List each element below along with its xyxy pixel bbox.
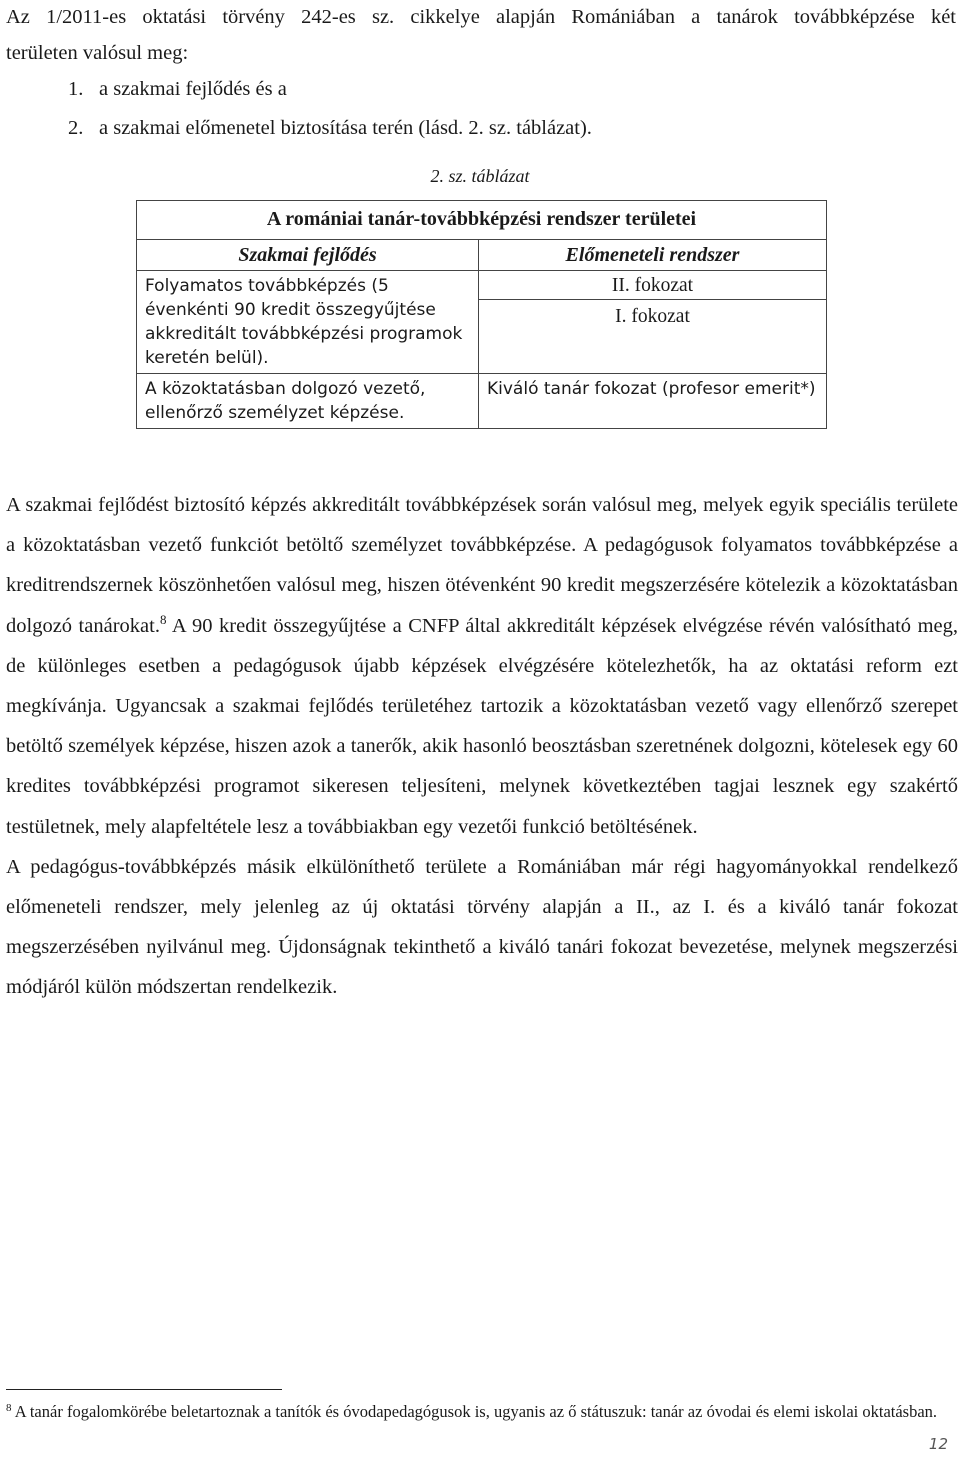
- list-number: 1.: [68, 78, 84, 100]
- footnote-text: A tanár fogalomkörébe beletartoznak a tanítók és óvodapedagógusok is, ugyanis az ő státuszuk: tanár az óvodai és elemi iskolai oktatásban.: [11, 1402, 938, 1421]
- degree-level-2: II. fokozat: [479, 271, 826, 300]
- list-text: a szakmai fejlődés és a: [99, 78, 287, 100]
- paragraph-1: [6, 485, 958, 847]
- list-text: a szakmai előmenetel biztosítása terén (lásd. 2. sz. táblázat).: [99, 117, 592, 139]
- intro-line-2: területen valósul meg:: [6, 42, 189, 64]
- table-cell-degrees: [479, 271, 827, 374]
- column-header-career-advancement: Előmeneteli rendszer: [479, 240, 827, 271]
- list-item: [68, 117, 592, 140]
- body-text: [6, 485, 958, 1008]
- table-teacher-training-areas: [136, 200, 827, 429]
- table-title: A romániai tanár-továbbképzési rendszer területei: [137, 201, 827, 240]
- table-cell-continuous-training: Folyamatos továbbképzés (5 évenkénti 90 kredit összegyűjtése akkreditált továbbképzési programok keretén belül).: [137, 271, 479, 374]
- intro-line-1: Az 1/2011-es oktatási törvény 242-es sz. cikkelye alapján Romániában a tanárok továbbképzése két: [6, 6, 956, 28]
- footnote-mark: 8: [6, 1402, 12, 1414]
- list-item: [68, 78, 287, 101]
- page-number: 12: [928, 1435, 948, 1453]
- paragraph-2: A pedagógus-továbbképzés másik elkülöníthető területe a Romániában már régi hagyományokkal rendelkező előmeneteli rendszer, mely jelenleg az új oktatási törvény alapján a II., az I. és a kiváló tanár fokozat megszerzésében nyilvánul meg. Újdonságnak tekinthető a kiváló tanári fokozat bevezetése, melynek megszerzési módjáról külön módszertan rendelkezik.: [6, 855, 958, 999]
- footnote-reference[interactable]: 8: [159, 611, 167, 627]
- paragraph-1-part-b: A 90 kredit összegyűjtése a CNFP által akkreditált képzések elvégzése révén valósítható meg, de különleges esetben a pedagógusok újabb képzések elvégzésére kötelezhetők, ha az oktatási reform ezt megkívánja. Ugyancsak a szakmai fejlődés területéhez tartozik a közoktatásban vezető vagy ellenőrző szerepet betöltő személyek képzése, hiszen azok a tanerők, akik hasonló beosztásban szeretnének dolgozni, kötelesek egy 60 kredites továbbképzési programot sikeresen teljesíteni, melynek következtében tagjai lesznek egy szakértő testületnek, mely alapfeltétele lesz a továbbiakban egy vezetői funkció betöltésének.: [6, 614, 958, 838]
- column-header-professional-development: Szakmai fejlődés: [137, 240, 479, 271]
- footnote-divider: [6, 1389, 282, 1390]
- table-cell-leadership-training: A közoktatásban dolgozó vezető, ellenőrző személyzet képzése.: [137, 374, 479, 429]
- table-caption: 2. sz. táblázat: [430, 166, 530, 186]
- footnote: [6, 1400, 956, 1424]
- table-cell-excellent-teacher: Kiváló tanár fokozat (profesor emerit*): [479, 374, 827, 429]
- paragraph-1-part-a: A szakmai fejlődést biztosító képzés akkreditált továbbképzések során valósul meg, melyek egyik speciális területe a közoktatásban vezető funkciót betöltő személyzet továbbképzése. A pedagógusok folyamatos továbbképzése a kreditrendszernek köszönhetően valósul meg, hiszen ötévenként 90 kredit megszerzésére kötelezik a közoktatásban dolgozó tanárokat.: [6, 494, 958, 637]
- list-number: 2.: [68, 117, 84, 139]
- degree-level-1: I. fokozat: [615, 306, 690, 327]
